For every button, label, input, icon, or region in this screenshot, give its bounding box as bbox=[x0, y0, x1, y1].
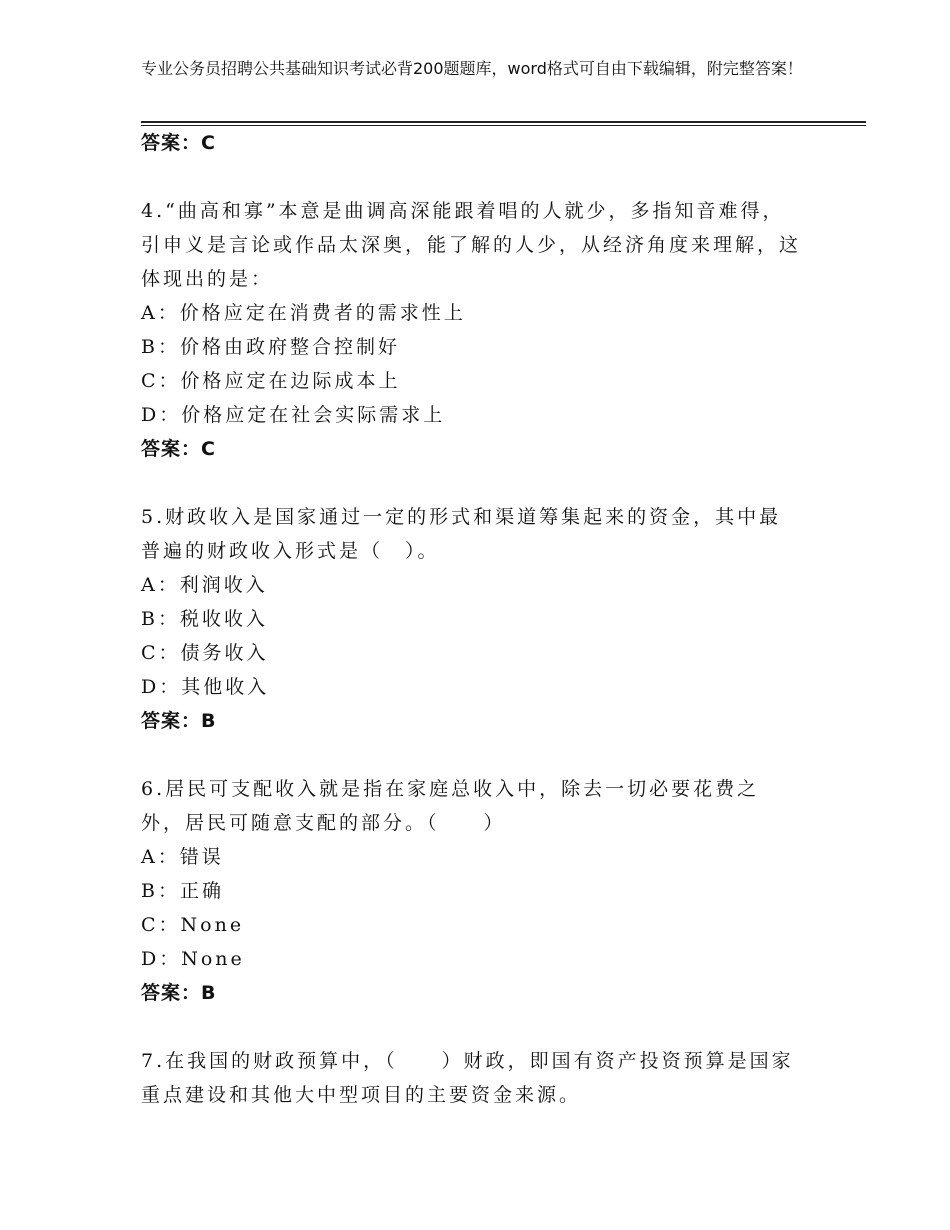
option-a: A：利润收入 bbox=[141, 574, 268, 596]
question-stem: 4.“曲高和寡”本意是曲调高深能跟着唱的人就少，多指知音难得，引申义是言论或作品太深奥，能了解的人少，从经济角度来理解，这体现出的是： bbox=[141, 200, 802, 290]
question-stem: 5.财政收入是国家通过一定的形式和渠道筹集起来的资金，其中最普遍的财政收入形式是（ ）。 bbox=[141, 506, 782, 562]
option-b: B：税收收入 bbox=[141, 608, 268, 630]
answer: 答案：C bbox=[141, 438, 216, 460]
question-stem: 6.居民可支配收入就是指在家庭总收入中，除去一切必要花费之外，居民可随意支配的部分。（ ） bbox=[141, 778, 760, 834]
option-a: A：错误 bbox=[141, 846, 224, 868]
option-b: B：价格由政府整合控制好 bbox=[141, 336, 400, 358]
header-rule-thick bbox=[141, 121, 866, 123]
previous-answer: 答案：C bbox=[141, 132, 216, 154]
answer: 答案：B bbox=[141, 982, 217, 1004]
option-c: C：债务收入 bbox=[141, 642, 269, 664]
question-4 bbox=[141, 194, 801, 466]
option-d: D：价格应定在社会实际需求上 bbox=[141, 404, 446, 426]
option-a: A：价格应定在消费者的需求性上 bbox=[141, 302, 466, 324]
option-d: D：None bbox=[141, 948, 245, 970]
question-5 bbox=[141, 500, 801, 738]
question-list bbox=[141, 126, 801, 1112]
answer: 答案：B bbox=[141, 710, 217, 732]
option-d: D：其他收入 bbox=[141, 676, 270, 698]
option-c: C：价格应定在边际成本上 bbox=[141, 370, 401, 392]
option-b: B：正确 bbox=[141, 880, 224, 902]
question-6 bbox=[141, 772, 801, 1010]
option-c: C：None bbox=[141, 914, 245, 936]
page-header: 专业公务员招聘公共基础知识考试必背200题题库，word格式可自由下载编辑，附完整答案！ bbox=[141, 59, 803, 78]
question-stem: 7.在我国的财政预算中，（ ）财政，即国有资产投资预算是国家重点建设和其他大中型项目的主要资金来源。 bbox=[141, 1050, 794, 1106]
question-7 bbox=[141, 1044, 801, 1112]
